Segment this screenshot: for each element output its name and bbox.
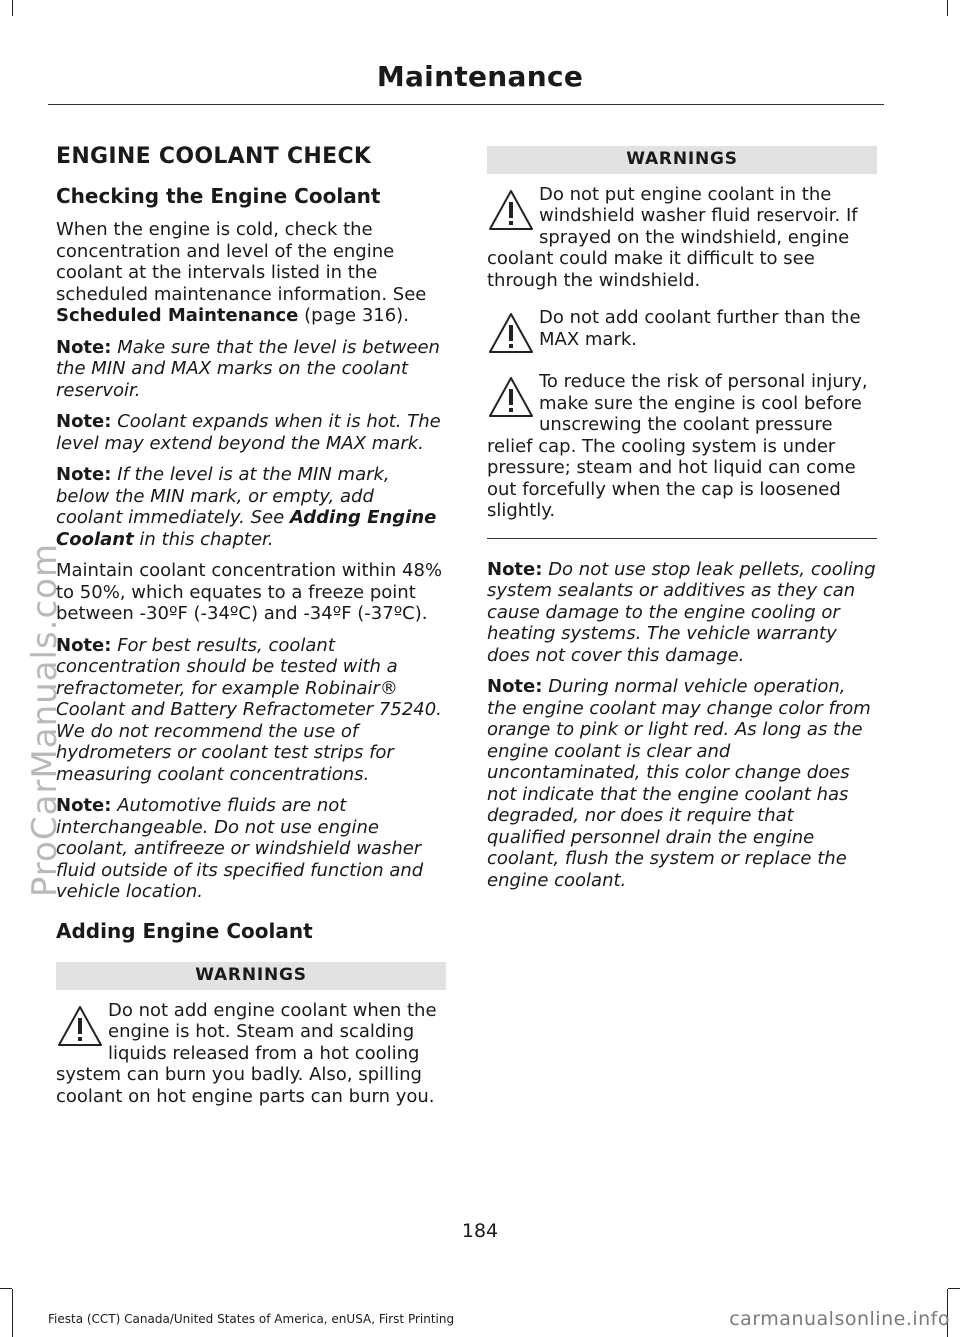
note-label: Note: bbox=[56, 634, 112, 656]
warning-text: To reduce the risk of personal injury, make sure the engine is cool before unscrewing the coolant pressure relief cap. The cooling system is under pressure; steam and hot liquid can come out forcefully when the cap is loosened slightly. bbox=[487, 371, 868, 521]
note-paragraph bbox=[56, 337, 446, 402]
scheduled-maintenance-link[interactable]: Scheduled Maintenance bbox=[56, 305, 299, 326]
note-paragraph bbox=[487, 559, 877, 667]
crop-mark bbox=[948, 1288, 960, 1289]
warning-text: Do not add coolant further than the MAX mark. bbox=[539, 307, 861, 350]
note-text: Automotive fluids are not interchangeable. Do not use engine coolant, antifreeze or windshield washer fluid outside of its specified function and vehicle location. bbox=[56, 795, 424, 902]
left-column bbox=[56, 146, 446, 1123]
intro-paragraph bbox=[56, 219, 446, 327]
note-label: Note: bbox=[56, 795, 112, 816]
watermark: ProCarManuals.com bbox=[25, 542, 65, 898]
note-paragraph bbox=[56, 795, 446, 903]
note-label: Note: bbox=[56, 464, 112, 485]
page-header-title: Maintenance bbox=[376, 60, 584, 93]
footer-site-watermark: carmanualsonline.info bbox=[729, 1308, 950, 1330]
adding-engine-coolant-link[interactable]: Adding Engine Coolant bbox=[56, 507, 437, 550]
note-paragraph bbox=[56, 635, 446, 786]
page-number: 184 bbox=[461, 1220, 499, 1242]
note-text: Make sure that the level is between the MIN and MAX marks on the coolant reservoir. bbox=[56, 336, 440, 401]
note-label: Note: bbox=[487, 558, 543, 580]
warning-item bbox=[56, 1000, 446, 1108]
intro-text: When the engine is cold, check the concentration and level of the engine coolant at the intervals listed in the scheduled maintenance information. See bbox=[56, 219, 427, 305]
crop-mark bbox=[0, 1288, 12, 1289]
warning-item bbox=[487, 371, 877, 522]
note-text: Coolant expands when it is hot. The level may extend beyond the MAX mark. bbox=[56, 411, 441, 454]
subsection-title: Checking the Engine Coolant bbox=[56, 183, 381, 208]
note-paragraph bbox=[56, 464, 446, 550]
warning-text: Do not put engine coolant in the windshield washer fluid reservoir. If sprayed on the windshield, engine coolant could make it difficult to see through the windshield. bbox=[487, 183, 858, 291]
warning-triangle-icon bbox=[487, 188, 535, 232]
warning-triangle-icon bbox=[56, 1004, 104, 1048]
note-label: Note: bbox=[56, 336, 112, 358]
concentration-paragraph: Maintain coolant concentration within 48% to 50%, which equates to a freeze point between -30ºF (-34ºC) and -34ºF (-37ºC). bbox=[56, 560, 443, 624]
note-text: If the level is at the MIN mark, below the MIN mark, or empty, add coolant immediately. See bbox=[56, 464, 390, 528]
warnings-end-divider bbox=[487, 538, 877, 539]
warning-triangle-icon bbox=[487, 375, 535, 419]
warning-triangle-icon bbox=[487, 311, 535, 355]
note-paragraph bbox=[487, 676, 877, 891]
right-column bbox=[487, 146, 877, 901]
note-text: During normal vehicle operation, the engine coolant may change color from orange to pink or light red. As long as the engine coolant is clear and uncontaminated, this color change does not indicate that the engine coolant has degraded, nor does it require that qualified personnel drain the engine coolant, flush the system or replace the engine coolant. bbox=[487, 676, 871, 891]
warning-text: Do not add engine coolant when the engine is hot. Steam and scalding liquids released from a hot cooling system can burn you badly. Also, spilling coolant on hot engine parts can burn you. bbox=[56, 999, 437, 1107]
note-text: For best results, coolant concentration should be tested with a refractometer, for example Robinair® Coolant and Battery Refractometer 75240. We do not recommend the use of hydrometers or coolant test strips for measuring coolant concentrations. bbox=[56, 634, 442, 785]
note-label: Note: bbox=[487, 676, 543, 697]
note-text: in this chapter. bbox=[139, 528, 274, 550]
warnings-header: WARNINGS bbox=[487, 146, 877, 174]
header-divider bbox=[48, 104, 884, 105]
warning-item bbox=[487, 307, 877, 355]
crop-mark bbox=[12, 0, 13, 16]
warnings-header: WARNINGS bbox=[56, 962, 446, 990]
crop-mark bbox=[947, 0, 948, 16]
footer-text: Fiesta (CCT) Canada/United States of America, enUSA, First Printing bbox=[48, 1312, 455, 1326]
note-text: Do not use stop leak pellets, cooling system sealants or additives as they can cause damage to the engine cooling or heating systems. The vehicle warranty does not cover this damage. bbox=[487, 558, 876, 666]
intro-page-ref: (page 316). bbox=[298, 305, 409, 326]
subsection-title: Adding Engine Coolant bbox=[56, 918, 313, 943]
warning-item bbox=[487, 184, 877, 292]
note-label: Note: bbox=[56, 411, 112, 432]
crop-mark bbox=[12, 1289, 13, 1337]
section-title: ENGINE COOLANT CHECK bbox=[56, 144, 372, 169]
note-paragraph bbox=[56, 411, 446, 454]
